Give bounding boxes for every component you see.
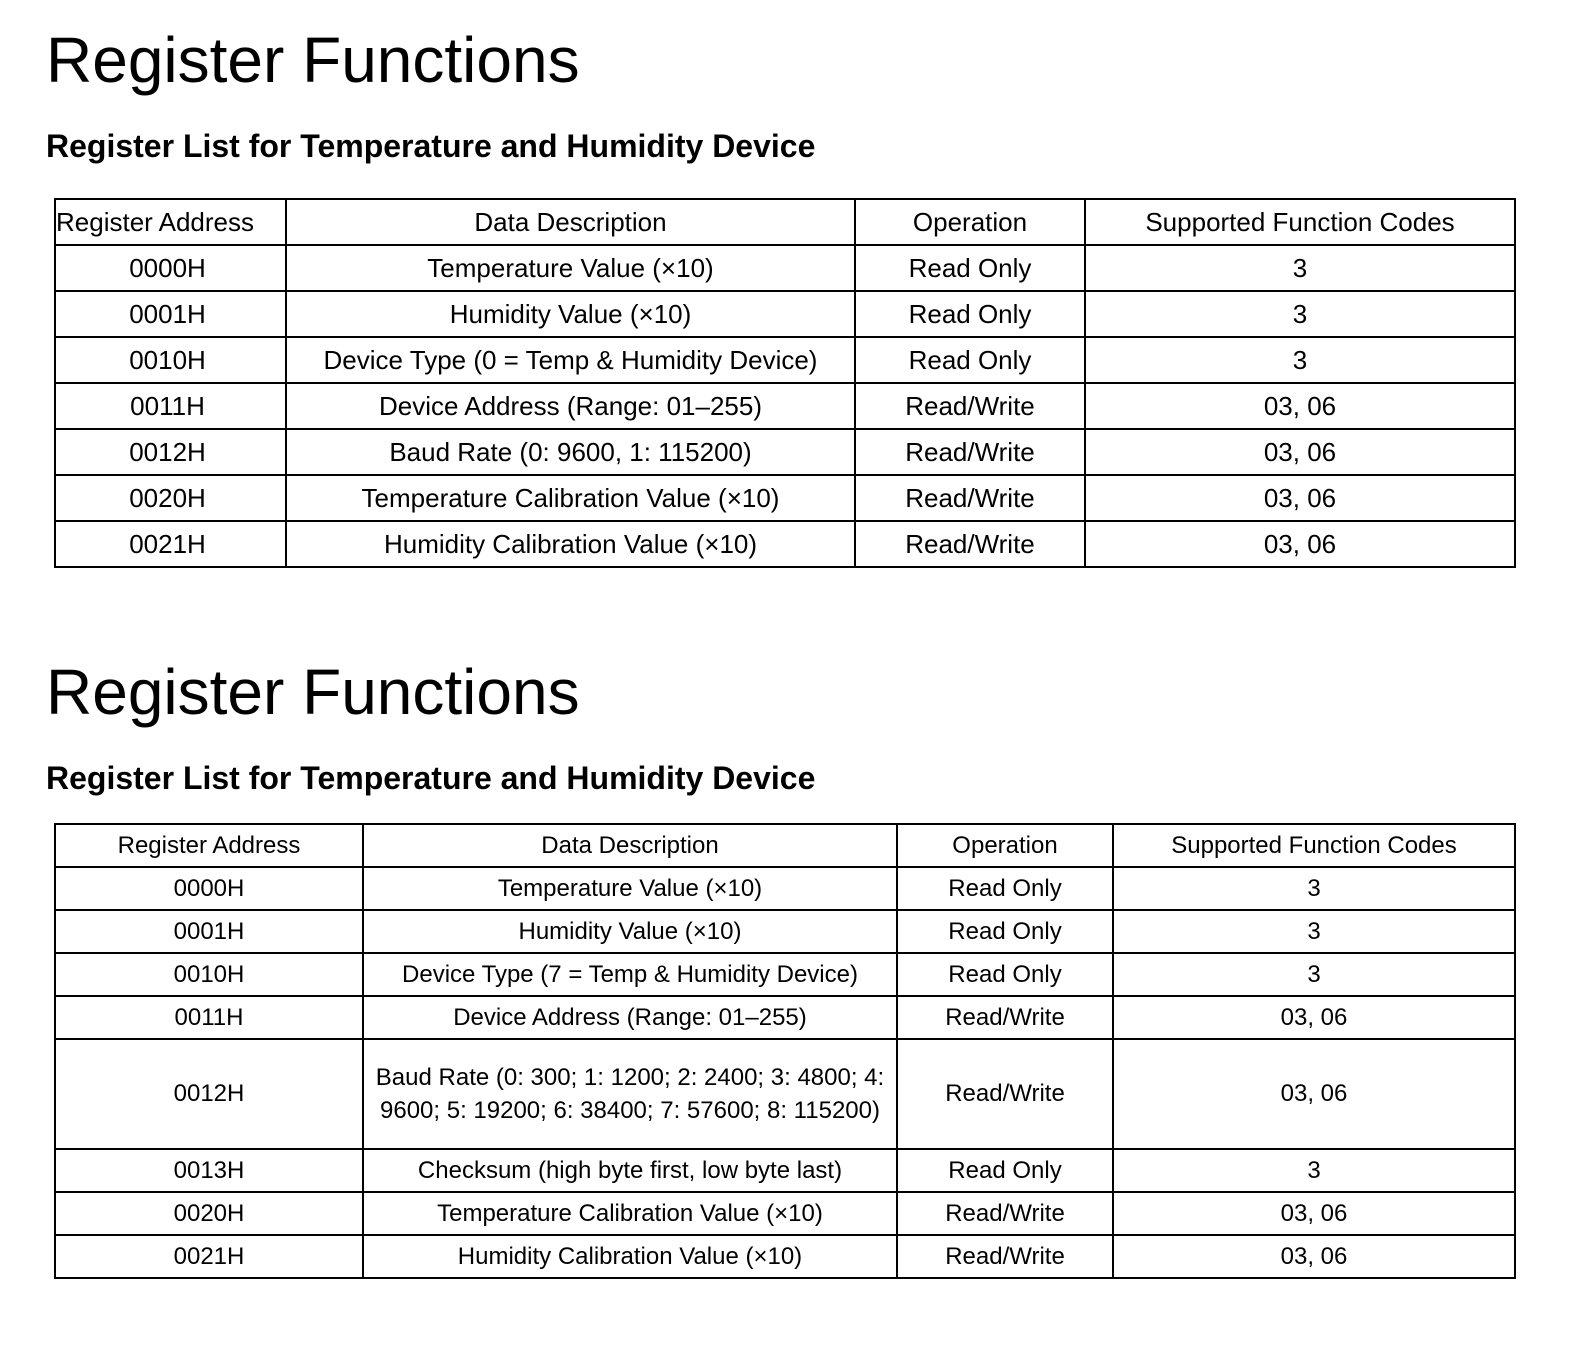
- cell-register-address: 0011H: [55, 996, 363, 1039]
- cell-data-description: Checksum (high byte first, low byte last): [363, 1149, 897, 1192]
- table-row: [55, 953, 1515, 996]
- table-row: [55, 910, 1515, 953]
- cell-register-address: 0020H: [55, 1192, 363, 1235]
- cell-function-codes: 3: [1113, 953, 1515, 996]
- table-row: [55, 996, 1515, 1039]
- cell-operation: Read/Write: [855, 521, 1085, 567]
- table-header-row: [55, 199, 1515, 245]
- cell-register-address: 0013H: [55, 1149, 363, 1192]
- cell-operation: Read Only: [897, 910, 1113, 953]
- cell-operation: Read/Write: [897, 1235, 1113, 1278]
- table-row: [55, 475, 1515, 521]
- cell-data-description: Temperature Calibration Value (×10): [363, 1192, 897, 1235]
- cell-register-address: 0000H: [55, 245, 286, 291]
- cell-register-address: 0010H: [55, 337, 286, 383]
- cell-data-description: Humidity Calibration Value (×10): [286, 521, 855, 567]
- cell-register-address: 0000H: [55, 867, 363, 910]
- cell-register-address: 0001H: [55, 291, 286, 337]
- cell-data-description: Baud Rate (0: 9600, 1: 115200): [286, 429, 855, 475]
- header-register-address: Register Address: [55, 824, 363, 867]
- cell-operation: Read Only: [897, 1149, 1113, 1192]
- section-title: Register Functions: [46, 656, 580, 728]
- cell-function-codes: 3: [1085, 337, 1515, 383]
- table-row: [55, 1235, 1515, 1278]
- cell-function-codes: 3: [1113, 910, 1515, 953]
- cell-function-codes: 03, 06: [1085, 429, 1515, 475]
- cell-data-description: Device Address (Range: 01–255): [286, 383, 855, 429]
- cell-function-codes: 03, 06: [1085, 475, 1515, 521]
- cell-register-address: 0020H: [55, 475, 286, 521]
- cell-function-codes: 3: [1085, 245, 1515, 291]
- cell-data-description: Humidity Value (×10): [286, 291, 855, 337]
- table-row: [55, 429, 1515, 475]
- cell-operation: Read/Write: [897, 996, 1113, 1039]
- cell-function-codes: 03, 06: [1113, 996, 1515, 1039]
- header-operation: Operation: [897, 824, 1113, 867]
- table-row: [55, 867, 1515, 910]
- cell-operation: Read Only: [897, 867, 1113, 910]
- cell-register-address: 0021H: [55, 1235, 363, 1278]
- cell-operation: Read/Write: [855, 383, 1085, 429]
- cell-function-codes: 03, 06: [1113, 1235, 1515, 1278]
- table-row: [55, 383, 1515, 429]
- table-row: [55, 245, 1515, 291]
- header-supported-function-codes: Supported Function Codes: [1085, 199, 1515, 245]
- cell-register-address: 0010H: [55, 953, 363, 996]
- section-register-functions-2: [46, 652, 815, 798]
- header-supported-function-codes: Supported Function Codes: [1113, 824, 1515, 867]
- cell-operation: Read/Write: [897, 1039, 1113, 1149]
- cell-operation: Read Only: [855, 337, 1085, 383]
- cell-register-address: 0001H: [55, 910, 363, 953]
- cell-data-description: Temperature Value (×10): [286, 245, 855, 291]
- cell-data-description: Temperature Calibration Value (×10): [286, 475, 855, 521]
- cell-operation: Read Only: [897, 953, 1113, 996]
- section-title: Register Functions: [46, 24, 580, 96]
- cell-register-address: 0012H: [55, 1039, 363, 1149]
- cell-register-address: 0021H: [55, 521, 286, 567]
- cell-data-description: Temperature Value (×10): [363, 867, 897, 910]
- cell-data-description: Humidity Calibration Value (×10): [363, 1235, 897, 1278]
- register-table-2: [54, 823, 1516, 1279]
- table-row: [55, 337, 1515, 383]
- cell-operation: Read/Write: [855, 429, 1085, 475]
- cell-function-codes: 03, 06: [1113, 1192, 1515, 1235]
- cell-function-codes: 03, 06: [1085, 521, 1515, 567]
- cell-register-address: 0011H: [55, 383, 286, 429]
- header-data-description: Data Description: [286, 199, 855, 245]
- cell-data-description: Device Type (0 = Temp & Humidity Device): [286, 337, 855, 383]
- cell-data-description: Humidity Value (×10): [363, 910, 897, 953]
- cell-register-address: 0012H: [55, 429, 286, 475]
- cell-operation: Read/Write: [855, 475, 1085, 521]
- table-row: [55, 1039, 1515, 1149]
- table-row: [55, 521, 1515, 567]
- cell-function-codes: 03, 06: [1113, 1039, 1515, 1149]
- table-header-row: [55, 824, 1515, 867]
- cell-data-description: Device Address (Range: 01–255): [363, 996, 897, 1039]
- cell-function-codes: 3: [1085, 291, 1515, 337]
- table-row: [55, 291, 1515, 337]
- section-subtitle: Register List for Temperature and Humidity Device: [46, 128, 816, 164]
- cell-operation: Read Only: [855, 291, 1085, 337]
- cell-function-codes: 03, 06: [1085, 383, 1515, 429]
- cell-function-codes: 3: [1113, 867, 1515, 910]
- cell-operation: Read/Write: [897, 1192, 1113, 1235]
- header-data-description: Data Description: [363, 824, 897, 867]
- table-row: [55, 1149, 1515, 1192]
- cell-operation: Read Only: [855, 245, 1085, 291]
- section-subtitle: Register List for Temperature and Humidity Device: [46, 760, 816, 796]
- register-table-1: [54, 198, 1516, 568]
- cell-function-codes: 3: [1113, 1149, 1515, 1192]
- section-register-functions-1: [46, 20, 815, 166]
- table-row: [55, 1192, 1515, 1235]
- header-operation: Operation: [855, 199, 1085, 245]
- header-register-address: Register Address: [55, 199, 286, 245]
- cell-data-description: Device Type (7 = Temp & Humidity Device): [363, 953, 897, 996]
- cell-data-description: Baud Rate (0: 300; 1: 1200; 2: 2400; 3: 4800; 4: 9600; 5: 19200; 6: 38400; 7: 57600; 8: 115200): [363, 1039, 897, 1149]
